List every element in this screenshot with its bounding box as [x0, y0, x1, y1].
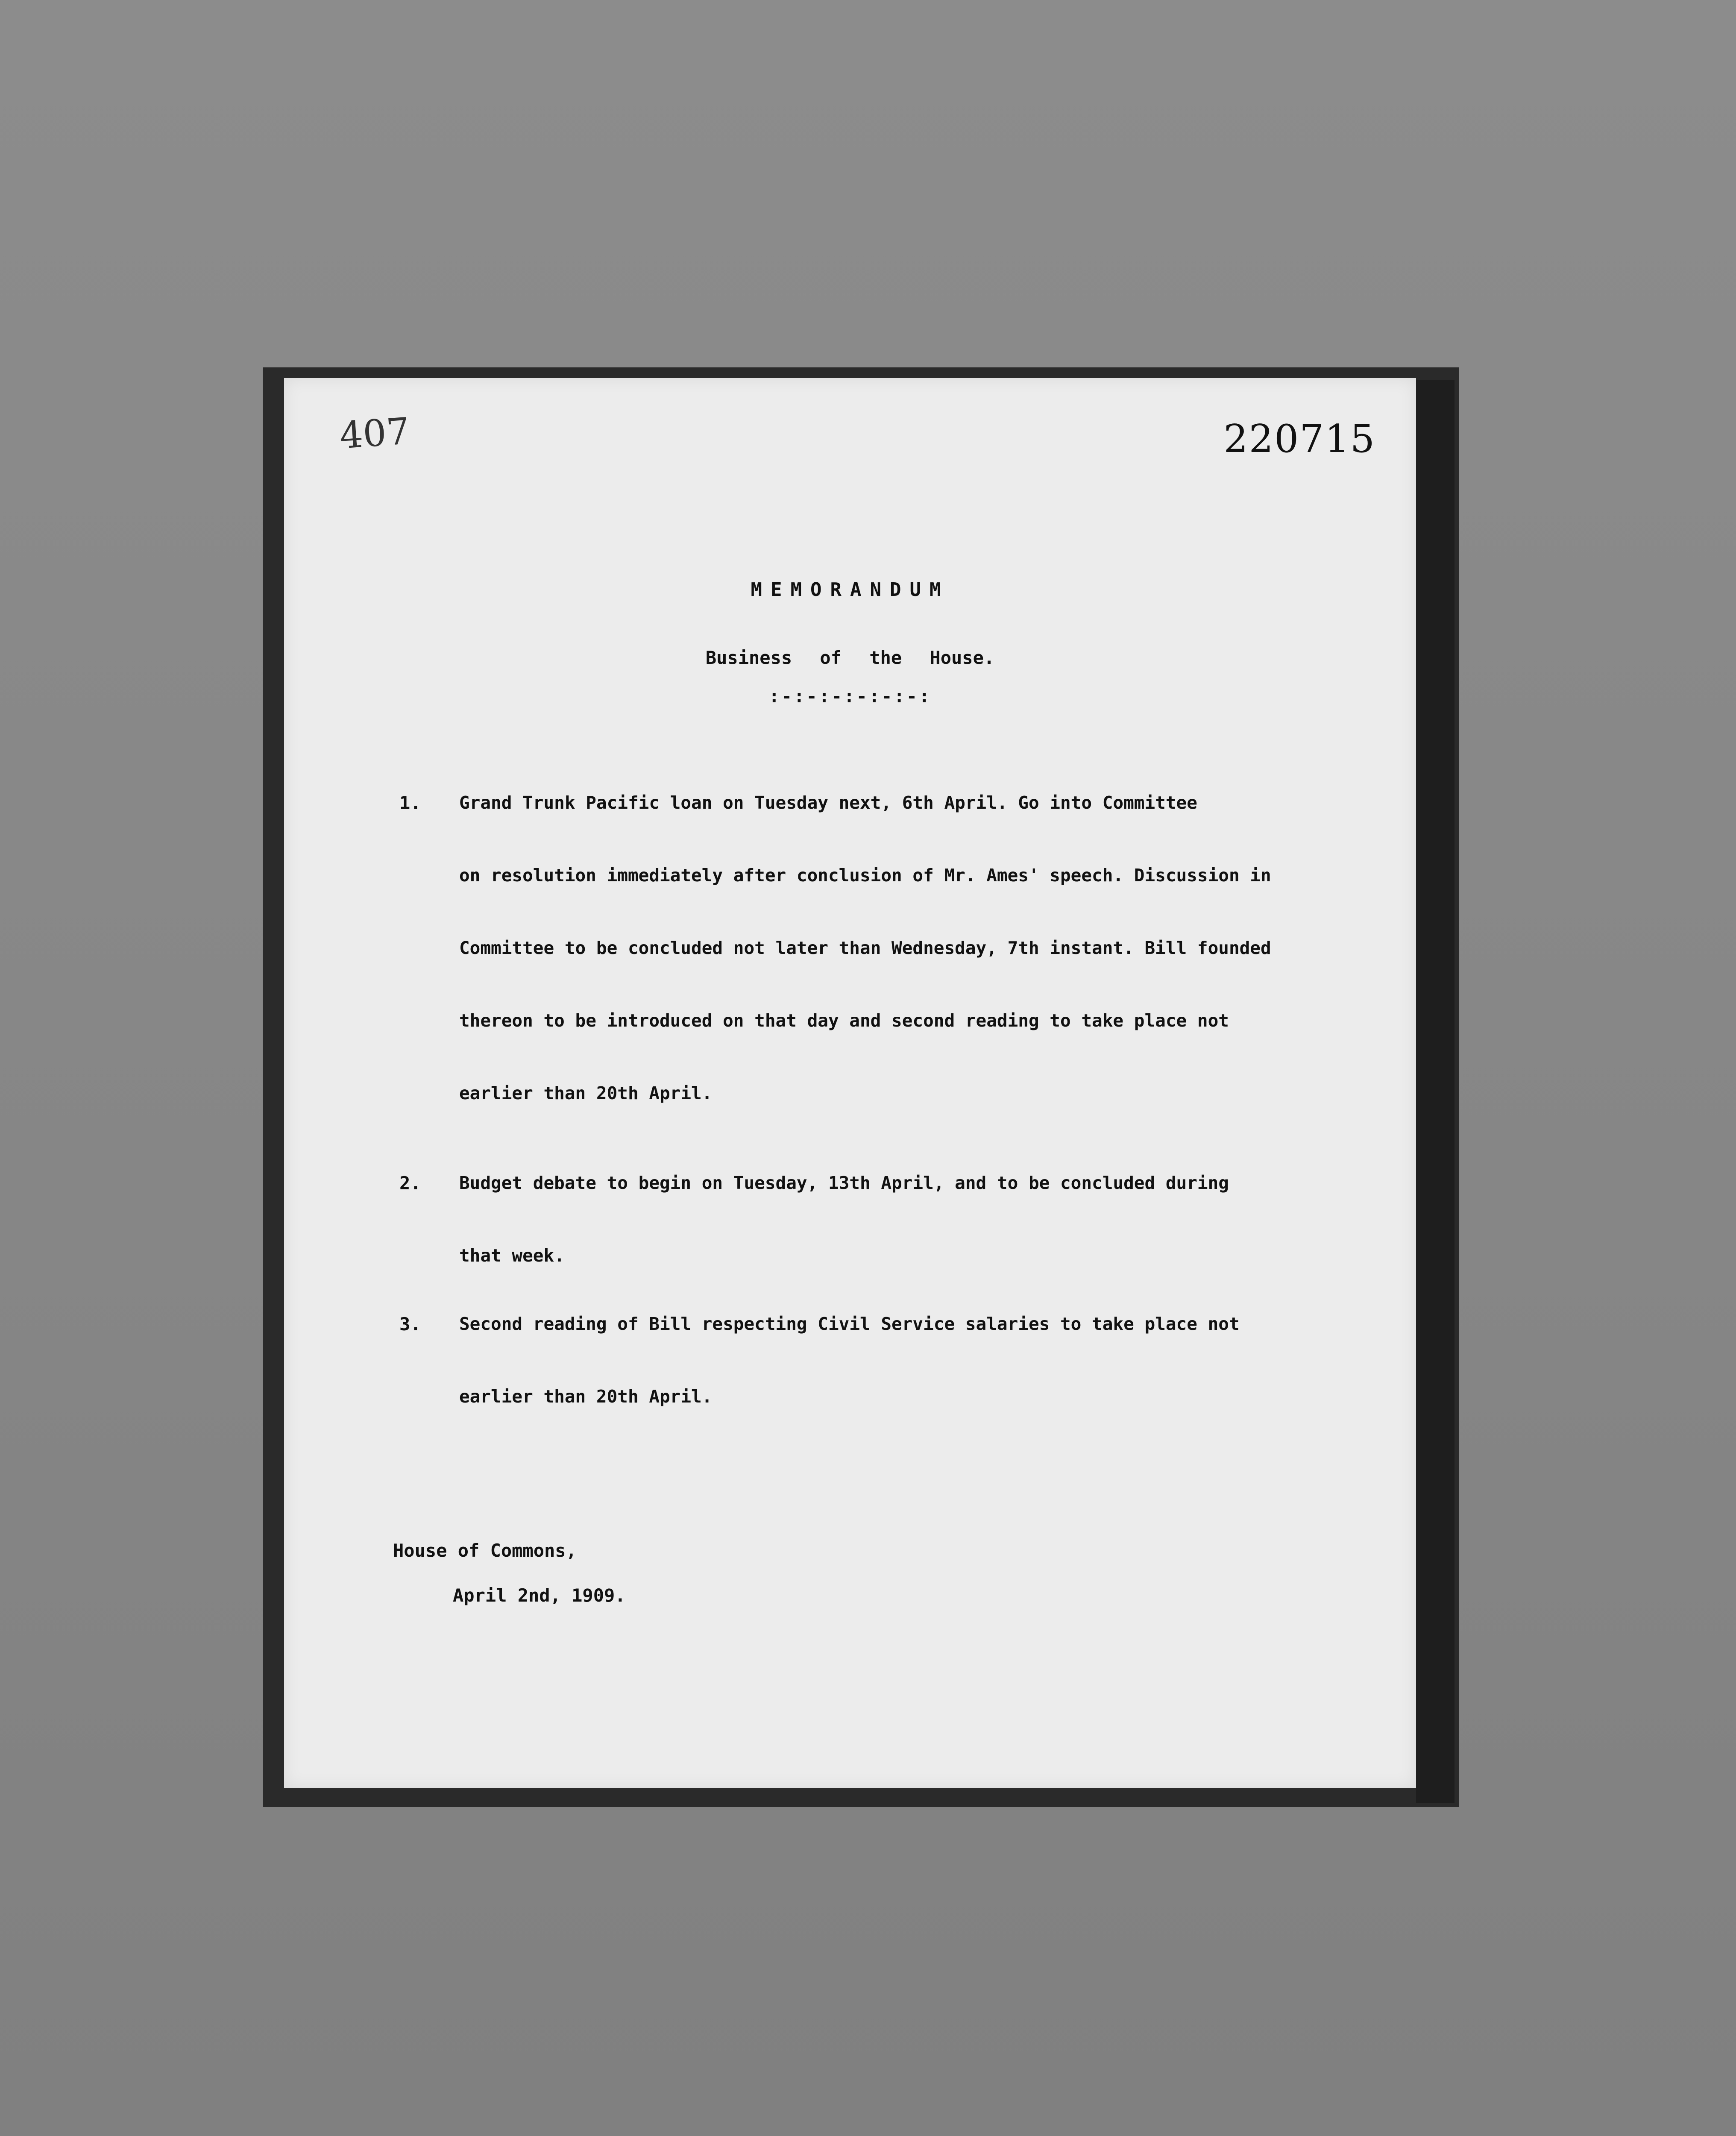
- memorandum-page: [284, 378, 1416, 1788]
- document-number: 220715: [1223, 417, 1375, 461]
- memo-title: MEMORANDUM: [751, 579, 950, 601]
- item-1-line-3: Committee to be concluded not later than Wednesday, 7th instant. Bill founded: [459, 938, 1271, 958]
- memo-divider: :-:-:-:-:-:-:: [768, 686, 932, 707]
- item-2-line-1: Budget debate to begin on Tuesday, 13th April, and to be concluded during: [459, 1173, 1229, 1193]
- item-1-number: 1.: [399, 792, 421, 813]
- item-3-number: 3.: [399, 1314, 421, 1335]
- memo-subtitle: Business of the House.: [705, 647, 995, 668]
- closing-date: April 2nd, 1909.: [453, 1585, 626, 1606]
- closing-place: House of Commons,: [393, 1540, 577, 1561]
- item-1-line-1: Grand Trunk Pacific loan on Tuesday next, 6th April. Go into Committee: [459, 792, 1197, 813]
- item-3-line-2: earlier than 20th April.: [459, 1386, 713, 1407]
- item-1-line-2: on resolution immediately after conclusion of Mr. Ames' speech. Discussion in: [459, 865, 1271, 886]
- page-edge-shadow: [1416, 380, 1454, 1803]
- item-2-number: 2.: [399, 1173, 421, 1194]
- item-1-line-4: thereon to be introduced on that day and second reading to take place not: [459, 1010, 1229, 1031]
- item-3-line-1: Second reading of Bill respecting Civil Service salaries to take place not: [459, 1314, 1240, 1334]
- handwritten-mark: 407: [338, 410, 411, 458]
- item-1-line-5: earlier than 20th April.: [459, 1083, 713, 1103]
- item-2-line-2: that week.: [459, 1245, 565, 1266]
